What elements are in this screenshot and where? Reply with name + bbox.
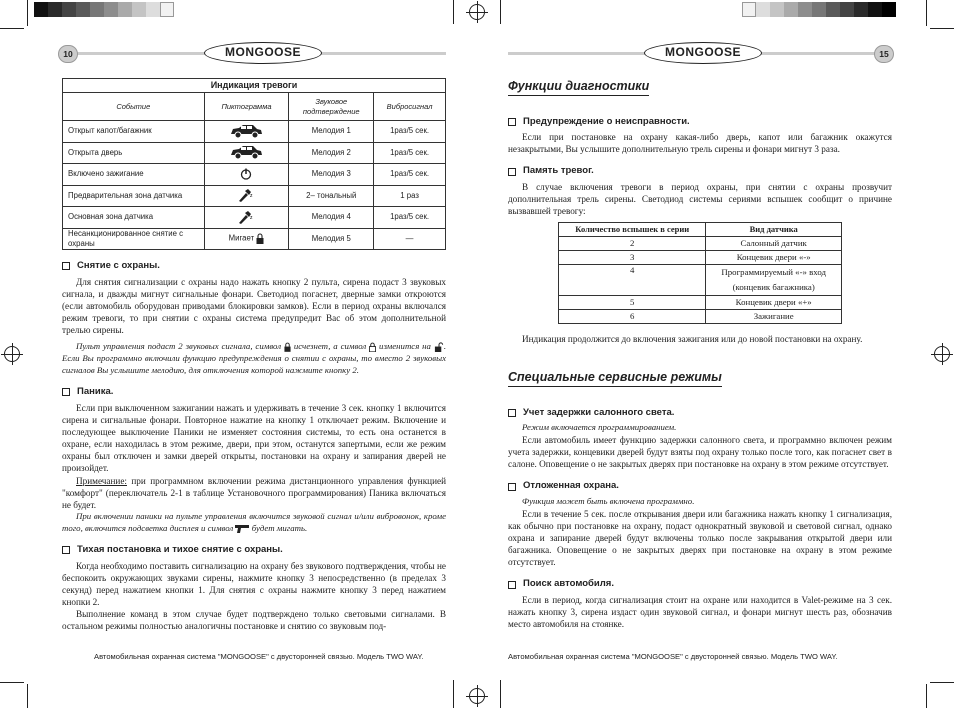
panic-note: Примечание: при программном включении режима дистанционного управления функцией "комфорт" (переключатель 2-1 в таблице Установочного программирования) Паника включаться не будет. — [62, 475, 446, 510]
table-row — [63, 185, 446, 207]
crop-mark — [500, 0, 501, 24]
fault-text: Если при постановке на охрану какая-либо дверь, капот или багажник окажутся незакрытыми, Вы услышите дополнительную трель сирены и фонари мигнут 3 раза. — [508, 132, 892, 155]
sound-cell: Мелодия 1 — [289, 121, 374, 143]
column-header: Событие — [63, 93, 205, 121]
sensor-cell: Программируемый «-» вход (концевик багажника) — [706, 265, 842, 296]
count-cell: 3 — [559, 251, 706, 265]
car-icon — [229, 145, 263, 160]
crop-mark — [926, 0, 927, 26]
car-search-heading: Поиск автомобиля. — [508, 578, 892, 591]
pictogram-text: Мигает — [228, 233, 255, 243]
crop-mark — [0, 682, 24, 683]
diagnostics-title: Функции диагностики — [508, 78, 649, 96]
sensor-cell: Концевик двери «+» — [706, 296, 842, 310]
table-row — [559, 310, 842, 324]
flash-count-table — [558, 222, 842, 324]
event-cell: Несанкционированное снятие с охраны — [63, 228, 205, 250]
sound-cell: 2– тональный — [289, 185, 374, 207]
registration-mark-left — [4, 346, 20, 362]
silent-heading: Тихая постановка и тихое снятие с охраны. — [62, 544, 446, 557]
sound-cell: Мелодия 3 — [289, 164, 374, 186]
lock-icon — [256, 233, 264, 244]
light-delay-heading: Учет задержки салонного света. — [508, 407, 892, 420]
table-row — [63, 121, 446, 143]
count-cell: 4 — [559, 265, 706, 296]
sound-cell: Мелодия 2 — [289, 142, 374, 164]
column-header: Количество вспышек в серии — [559, 223, 706, 237]
event-cell: Открыта дверь — [63, 142, 205, 164]
registration-mark-top — [469, 4, 485, 20]
light-delay-text: Если автомобиль имеет функцию задержки салонного света, и программно включен режим учета задержки, концевики дверей будут взяты под охрану только после того, как погаснет свет в салоне. Оповещение о не закрытых дверях при постановке на охрану в этом режиме отсутствует. — [508, 435, 892, 470]
sensor-cell: Салонный датчик — [706, 237, 842, 251]
column-header: Пиктограмма — [204, 93, 289, 121]
count-cell: 6 — [559, 310, 706, 324]
column-header: Вибросигнал — [374, 93, 446, 121]
silent-text-2: Выполнение команд в этом случае будет подтверждено только световыми сигналами. В остальном режимы полностью аналогичны постановке и снятию со звуковым под- — [62, 609, 446, 632]
mongoose-logo-right: MONGOOSE — [644, 42, 762, 64]
disarm-note: Пульт управления подаст 2 звуковых сигнала, символ исчезнет, а символ изменится на . Если Вы программно включили функцию предупреждения о снятии с охраны, то вместо 2 звуковых сигналов Вы услышите мелодию, для отключения которой нажмите кнопку 2. — [62, 341, 447, 375]
delayed-arming-heading: Отложенная охрана. — [508, 480, 892, 493]
event-cell: Включено зажигание — [63, 164, 205, 186]
lock-icon — [284, 342, 291, 352]
sound-cell: Мелодия 4 — [289, 207, 374, 229]
table-row — [559, 265, 842, 296]
table-row — [559, 296, 842, 310]
memory-heading: Память тревог. — [508, 165, 892, 178]
panic-heading: Паника. — [62, 386, 446, 399]
crop-mark — [27, 684, 28, 708]
crop-mark — [0, 28, 24, 29]
vibro-cell: 1раз/5 сек. — [374, 142, 446, 164]
fault-heading: Предупреждение о неисправности. — [508, 116, 892, 129]
silent-text-1: Когда необходимо поставить сигнализацию на охрану без звукового подтверждения, чтобы не беспокоить окружающих звуками сирены, нажмите кнопку 3 непосредственно (в пределах 3 секунд) перед нажатием кнопки 1. Для снятия с охраны нажмите кнопку 3 перед нажатием кнопки 2. — [62, 560, 446, 608]
disarm-heading: Снятие с охраны. — [62, 260, 446, 273]
vibro-cell: 1раз/5 сек. — [374, 164, 446, 186]
count-cell: 5 — [559, 296, 706, 310]
registration-mark-right — [934, 346, 950, 362]
crop-mark — [453, 0, 454, 24]
unlock-icon — [434, 342, 444, 352]
event-cell: Основная зона датчика — [63, 207, 205, 229]
crop-mark — [930, 682, 954, 683]
table-row — [63, 142, 446, 164]
color-bar-left — [34, 2, 174, 17]
car-icon — [229, 124, 263, 139]
vibro-cell: — — [374, 228, 446, 250]
table-row — [559, 251, 842, 265]
crop-mark — [500, 680, 501, 708]
footer-right: Автомобильная охранная система "MONGOOSE" с двусторонней связью. Модель TWO WAY. — [508, 652, 838, 661]
memory-text: В случае включения тревоги в период охраны, при снятии с охраны прозвучит дополнительная трель сирены. Светодиод системы сериями вспышек сообщит о причине вызвавшей тревогу: — [508, 181, 892, 217]
delayed-arming-text: Если в течение 5 сек. после открывания двери или багажника нажать кнопку 1 сигнализация, как обычно при постановке на охрану, подаст однократный звуковой и световой сигнал, однако охрана и запирание дверей будут включены только после закрывания открытой двери или багажника. Оповещение о не закрытых дверях при постановке на охрану в этом режиме отсутствует. — [508, 508, 892, 568]
sensor-cell: Концевик двери «-» — [706, 251, 842, 265]
table-row — [559, 237, 842, 251]
table-row — [63, 164, 446, 186]
event-cell: Предварительная зона датчика — [63, 185, 205, 207]
ignition-icon — [240, 168, 252, 180]
car-search-text: Если в период, когда сигнализация стоит на охране или находится в Valet-режиме на 3 сек. нажать кнопку 3, сирена издаст один звуковой сигнал, и фонари мигнут шесть раз, обозначив место автомобиля на стоянке. — [508, 594, 892, 630]
alarm-indication-table — [62, 78, 446, 250]
disarm-text: Для снятия сигнализации с охраны надо нажать кнопку 2 пульта, сирена подаст 3 звуковых сигнала, и дважды мигнут сигнальные фонари. Светодиод погаснет, дверные замки откроются (если автомобиль оборудован приводами блокировки замков). Если в период охраны включался режим тревоги, то при снятии с охраны система предупредит Вас об этом дополнительной трелью сирены. — [62, 276, 446, 336]
table-row — [63, 228, 446, 250]
sensor-icon — [238, 211, 254, 224]
service-modes-title: Специальные сервисные режимы — [508, 369, 722, 387]
crop-mark — [930, 28, 954, 29]
page-number-left: 10 — [58, 45, 78, 63]
svg-text:z: z — [250, 214, 253, 221]
sensor-icon — [238, 189, 254, 202]
color-bar-right — [742, 2, 896, 17]
mongoose-logo-left: MONGOOSE — [204, 42, 322, 64]
delayed-arming-italic: Функция может быть включена программно. — [522, 496, 695, 506]
vibro-cell: 1раз/5 сек. — [374, 207, 446, 229]
panic-italic-note: При включении паники на пульте управления включится звуковой сигнал и/или вибровонок, кроме того, включится подсветка дисплея и символ будет мигать. — [62, 510, 446, 533]
svg-text:z: z — [250, 193, 253, 200]
vibro-cell: 1 раз — [374, 185, 446, 207]
crop-mark — [453, 680, 454, 708]
light-delay-italic: Режим включается программированием. — [522, 422, 677, 433]
vibro-cell: 1раз/5 сек. — [374, 121, 446, 143]
right-page — [508, 78, 892, 630]
count-cell: 2 — [559, 237, 706, 251]
crop-mark — [926, 684, 927, 708]
footer-left: Автомобильная охранная система "MONGOOSE" с двусторонней связью. Модель TWO WAY. — [94, 652, 424, 661]
indication-text: Индикация продолжится до включения зажигания или до новой постановки на охрану. — [522, 334, 863, 345]
event-cell: Открыт капот/багажник — [63, 121, 205, 143]
page-number-right: 15 — [874, 45, 894, 63]
sensor-cell: Зажигание — [706, 310, 842, 324]
column-header: Вид датчика — [706, 223, 842, 237]
column-header: Звуковое подтверждение — [289, 93, 374, 121]
registration-mark-bottom — [469, 688, 485, 704]
pistol-icon — [235, 525, 249, 533]
sound-cell: Мелодия 5 — [289, 228, 374, 250]
table-row — [63, 207, 446, 229]
left-page — [62, 78, 446, 633]
table-title: Индикация тревоги — [63, 79, 446, 93]
crop-mark — [27, 0, 28, 26]
lock-closed-icon — [369, 342, 376, 352]
panic-text: Если при выключенном зажигании нажать и удерживать в течение 3 сек. кнопку 1 включится сирена и сигнальные фонари. Повторное нажатие на кнопку 1 отключает режим. Включение и последующее выключение Паники не изменяет состояния системы, то есть она останется в охране, если находилась в этом режиме, двери, при этом, останутся запертыми, если же режим охраны был отключен и замки дверей открыты, постановки на охрану и запирания дверей не произойдет. — [62, 402, 446, 474]
